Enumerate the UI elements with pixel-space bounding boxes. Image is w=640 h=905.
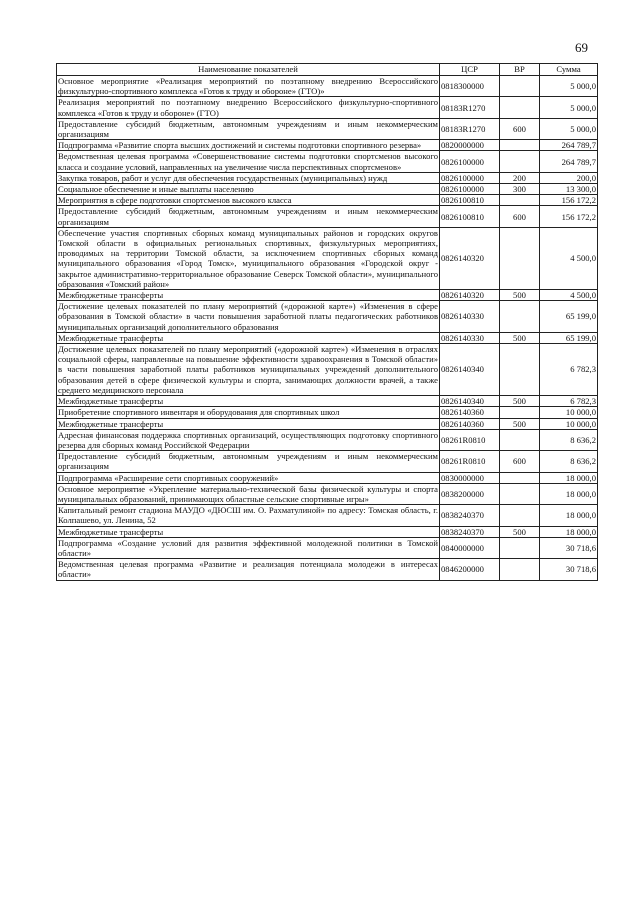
table-header-row — [57, 64, 598, 76]
row-vr: 500 — [500, 290, 540, 301]
row-csr: 0826140330 — [440, 301, 500, 333]
row-csr: 0840000000 — [440, 537, 500, 558]
row-csr: 0826100000 — [440, 184, 500, 195]
row-vr — [500, 195, 540, 206]
row-name: Межбюджетные трансферты — [57, 290, 440, 301]
row-name: Обеспечение участия спортивных сборных команд муниципальных районов и городских округов Томской области в официальных региональных спортивных, физкультурных мероприятиях, проводимых на территории Томской области, за исключением спортивных сборных команд муниципального образования «Город Томск», муниципального образования «Городской округ - закрытое административно-территориальное образование Северск Томской области», муниципального образования «Томский район» — [58, 227, 438, 289]
row-csr: 0826140330 — [440, 332, 500, 343]
row-vr: 300 — [500, 184, 540, 195]
row-vr — [500, 76, 540, 97]
row-name: Межбюджетные трансферты — [57, 526, 440, 537]
row-sum: 8 636,2 — [540, 429, 598, 450]
row-name: Подпрограмма «Создание условий для развития эффективной молодежной политики в Томской области» — [58, 537, 438, 558]
row-name: Социальное обеспечение и иные выплаты населению — [57, 184, 440, 195]
row-sum: 65 199,0 — [540, 301, 598, 333]
table-row — [57, 118, 598, 139]
row-name: Достижение целевых показателей по плану мероприятий («дорожной карте») «Изменения в сфере образования в Томской области» в части повышения заработной платы педагогических работников муниципальных организаций дополнительного образования — [58, 301, 438, 332]
row-sum: 18 000,0 — [540, 472, 598, 483]
row-sum: 5 000,0 — [540, 76, 598, 97]
row-name: Подпрограмма «Развитие спорта высших достижений и системы подготовки спортивного резерва» — [57, 140, 440, 151]
row-csr: 0826100810 — [440, 195, 500, 206]
row-vr — [500, 429, 540, 450]
header-name: Наименование показателей — [57, 64, 440, 76]
row-vr: 500 — [500, 526, 540, 537]
row-csr: 08183R1270 — [440, 118, 500, 139]
row-sum: 10 000,0 — [540, 407, 598, 418]
row-name: Закупка товаров, работ и услуг для обеспечения государственных (муниципальных) нужд — [57, 172, 440, 183]
row-sum: 18 000,0 — [540, 505, 598, 526]
table-row — [57, 429, 598, 450]
row-csr: 0826140360 — [440, 418, 500, 429]
row-sum: 156 172,2 — [540, 206, 598, 227]
row-sum: 5 000,0 — [540, 118, 598, 139]
row-csr: 0846200000 — [440, 559, 500, 580]
row-sum: 30 718,6 — [540, 559, 598, 580]
row-csr: 0826140320 — [440, 290, 500, 301]
table-row — [57, 483, 598, 504]
row-vr: 500 — [500, 332, 540, 343]
row-csr: 0826140360 — [440, 407, 500, 418]
row-name: Основное мероприятие «Укрепление материально-технической базы физической культуры и спорта муниципальных образований, принимающих областные сельские спортивные игры» — [58, 483, 438, 504]
row-name: Приобретение спортивного инвентаря и оборудования для спортивных школ — [57, 407, 440, 418]
page-number: 69 — [575, 40, 588, 55]
table-row — [57, 344, 598, 396]
table-row — [57, 97, 598, 118]
row-vr: 500 — [500, 418, 540, 429]
row-csr: 0818300000 — [440, 76, 500, 97]
row-name: Предоставление субсидий бюджетным, автономным учреждениям и иным некоммерческим организациям — [58, 206, 438, 227]
row-sum: 264 789,7 — [540, 151, 598, 172]
table-row — [57, 559, 598, 580]
row-sum: 200,0 — [540, 172, 598, 183]
row-sum: 13 300,0 — [540, 184, 598, 195]
header-vr: ВР — [500, 64, 540, 76]
row-csr: 0826140340 — [440, 344, 500, 396]
row-csr: 0826100810 — [440, 206, 500, 227]
row-csr: 0826140340 — [440, 396, 500, 407]
row-vr — [500, 505, 540, 526]
table-row — [57, 418, 598, 429]
row-sum: 6 782,3 — [540, 344, 598, 396]
row-sum: 18 000,0 — [540, 526, 598, 537]
table-row — [57, 184, 598, 195]
row-sum: 18 000,0 — [540, 483, 598, 504]
table-row — [57, 227, 598, 289]
table-row — [57, 151, 598, 172]
table-row — [57, 396, 598, 407]
row-csr: 0830000000 — [440, 472, 500, 483]
row-sum: 5 000,0 — [540, 97, 598, 118]
row-vr: 500 — [500, 396, 540, 407]
row-vr — [500, 537, 540, 558]
header-sum: Сумма — [540, 64, 598, 76]
row-name: Межбюджетные трансферты — [57, 418, 440, 429]
row-name: Мероприятия в сфере подготовки спортсменов высокого класса — [57, 195, 440, 206]
row-name: Реализация мероприятий по поэтапному внедрению Всероссийского физкультурно-спортивного комплекса «Готов к труду и обороне» (ГТО) — [58, 97, 438, 118]
row-csr: 0838240370 — [440, 526, 500, 537]
row-vr — [500, 227, 540, 289]
row-name: Межбюджетные трансферты — [57, 332, 440, 343]
row-sum: 156 172,2 — [540, 195, 598, 206]
row-sum: 264 789,7 — [540, 140, 598, 151]
table-row — [57, 537, 598, 558]
row-name: Межбюджетные трансферты — [57, 396, 440, 407]
row-vr: 600 — [500, 451, 540, 472]
row-vr — [500, 483, 540, 504]
row-csr: 0826100000 — [440, 151, 500, 172]
table-row — [57, 332, 598, 343]
row-csr: 0826140320 — [440, 227, 500, 289]
row-vr: 600 — [500, 206, 540, 227]
table-row — [57, 301, 598, 333]
table-row — [57, 290, 598, 301]
table-row — [57, 407, 598, 418]
table-row — [57, 195, 598, 206]
row-vr: 600 — [500, 118, 540, 139]
row-csr: 08183R1270 — [440, 97, 500, 118]
row-name: Предоставление субсидий бюджетным, автономным учреждениям и иным некоммерческим организациям — [58, 118, 438, 140]
row-name: Достижение целевых показателей по плану мероприятий («дорожной карте») «Изменения в отраслях социальной сферы, направленные на повышение эффективности здравоохранения в Томской области» в части повышения заработной платы работников муниципальных учреждений дополнительного образования детей в сфере физической культуры и спорта, занимающих должности врачей, а также среднего медицинского персонала — [58, 344, 438, 395]
table-row — [57, 76, 598, 97]
table-row — [57, 505, 598, 526]
row-vr — [500, 301, 540, 333]
row-csr: 0838200000 — [440, 483, 500, 504]
table-row — [57, 172, 598, 183]
table-row — [57, 206, 598, 227]
row-csr: 0820000000 — [440, 140, 500, 151]
row-sum: 4 500,0 — [540, 290, 598, 301]
row-name: Адресная финансовая поддержка спортивных организаций, осуществляющих подготовку спортивного резерва для сборных команд Российской Федерации — [58, 429, 438, 450]
row-vr — [500, 472, 540, 483]
row-name: Капитальный ремонт стадиона МАУДО «ДЮСШ им. О. Рахматулиной» по адресу: Томская область, г. Колпашево, ул. Ленина, 52 — [58, 505, 438, 526]
row-vr — [500, 407, 540, 418]
row-vr — [500, 97, 540, 118]
row-sum: 4 500,0 — [540, 227, 598, 289]
row-csr: 08261R0810 — [440, 429, 500, 450]
row-sum: 6 782,3 — [540, 396, 598, 407]
table-row — [57, 526, 598, 537]
row-sum: 8 636,2 — [540, 451, 598, 472]
table-row — [57, 451, 598, 472]
row-vr — [500, 151, 540, 172]
row-csr: 08261R0810 — [440, 451, 500, 472]
table-row — [57, 140, 598, 151]
row-vr — [500, 140, 540, 151]
row-name: Ведомственная целевая программа «Совершенствование системы подготовки спортсменов высокого класса и создание условий, направленных на увеличение числа перспективных спортсменов» — [58, 151, 438, 172]
row-vr — [500, 344, 540, 396]
row-name: Предоставление субсидий бюджетным, автономным учреждениям и иным некоммерческим организациям — [58, 451, 438, 472]
row-name: Ведомственная целевая программа «Развитие и реализация потенциала молодежи в интересах области» — [58, 559, 438, 580]
row-csr: 0826100000 — [440, 172, 500, 183]
row-name: Основное мероприятие «Реализация мероприятий по поэтапному внедрению Всероссийского физкультурно-спортивного комплекса «Готов к труду и обороне» (ГТО)» — [58, 76, 438, 97]
row-sum: 65 199,0 — [540, 332, 598, 343]
row-sum: 10 000,0 — [540, 418, 598, 429]
budget-table — [56, 63, 598, 581]
table-row — [57, 472, 598, 483]
row-vr: 200 — [500, 172, 540, 183]
row-vr — [500, 559, 540, 580]
header-csr: ЦСР — [440, 64, 500, 76]
row-csr: 0838240370 — [440, 505, 500, 526]
row-sum: 30 718,6 — [540, 537, 598, 558]
row-name: Подпрограмма «Расширение сети спортивных сооружений» — [57, 472, 440, 483]
